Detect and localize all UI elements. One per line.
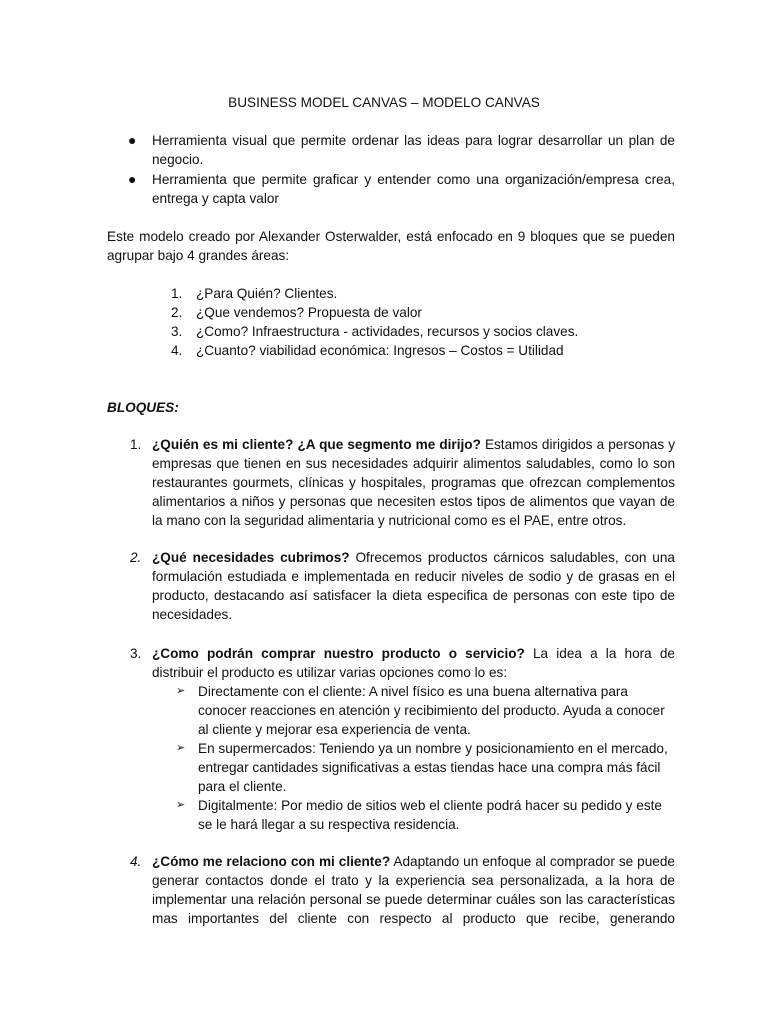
sub-item: Digitalmente: Por medio de sitios web el cliente podrá hacer su pedido y este se le hará llegar a su respectiva residencia.: [198, 798, 662, 832]
block-question: ¿Como podrán comprar nuestro producto o servicio?: [152, 646, 525, 661]
intro-bullet-marker: ●: [128, 132, 137, 148]
area-number: 4.: [171, 343, 183, 358]
block-text: [152, 548, 675, 624]
area-item: ¿Para Quién? Clientes.: [196, 286, 338, 301]
block-body: Estamos dirigidos a personas y empresas que tienen en sus necesidades adquirir alimentos saludables, como lo son restaurantes gourmets, clínicas y hospitales, programas que ofrezcan complementos alimentarios a niños y personas que necesiten estos tipos de alimentos que vayan de la mano con la seguridad alimentaria y nutricional como es el PAE, entre otros.: [152, 437, 675, 528]
block-number: 1.: [130, 437, 142, 452]
area-item: ¿Cuanto? viabilidad económica: Ingresos – Costos = Utilidad: [196, 343, 564, 358]
document-title: [0, 93, 768, 112]
intro-bullet-item: Herramienta visual que permite ordenar las ideas para lograr desarrollar un plan de negocio.: [152, 133, 675, 167]
area-number: 3.: [171, 324, 183, 339]
sub-item: En supermercados: Teniendo ya un nombre y posicionamiento en el mercado, entregar cantidades significativas a estas tiendas hace una compra más fácil para el cliente.: [198, 741, 668, 794]
block-number: 2.: [130, 550, 142, 565]
sub-item: Directamente con el cliente: A nivel físico es una buena alternativa para conocer reacciones en atención y recibimiento del producto. Ayuda a conocer al cliente y mejorar esa experiencia de venta.: [198, 684, 665, 737]
intro-paragraph: Este modelo creado por Alexander Osterwalder, está enfocado en 9 bloques que se pueden agrupar bajo 4 grandes áreas:: [107, 229, 675, 263]
block-number: 3.: [130, 646, 142, 661]
block-question: ¿Cómo me relaciono con mi cliente?: [152, 854, 391, 869]
block-body: La idea a la hora de distribuir el producto es utilizar varias opciones como lo es:: [152, 646, 675, 680]
block-body: Ofrecemos productos cárnicos saludables, con una formulación estudiada e implementada en reducir niveles de sodio y de grasas en el producto, destacando así satisfacer la dieta especifica de personas con este tipo de necesidades.: [152, 550, 675, 622]
arrow-bullet-icon: ➢: [176, 685, 186, 697]
block-text: [152, 435, 675, 530]
area-item: ¿Como? Infraestructura - actividades, recursos y socios claves.: [196, 324, 579, 339]
block-question: ¿Quién es mi cliente? ¿A que segmento me dirijo?: [152, 437, 481, 452]
arrow-bullet-icon: ➢: [176, 799, 186, 811]
blocks-heading: BLOQUES:: [107, 400, 179, 415]
area-item: ¿Que vendemos? Propuesta de valor: [196, 305, 422, 320]
intro-bullet-item: Herramienta que permite graficar y entender como una organización/empresa crea, entrega y capta valor: [152, 172, 675, 206]
area-number: 1.: [171, 286, 183, 301]
intro-bullet-marker: ●: [128, 171, 137, 187]
block-number: 4.: [130, 854, 142, 869]
arrow-bullet-icon: ➢: [176, 742, 186, 754]
block-text: [152, 644, 675, 682]
block-question: ¿Qué necesidades cubrimos?: [152, 550, 350, 565]
title-text: BUSINESS MODEL CANVAS – MODELO CANVAS: [228, 95, 540, 110]
area-number: 2.: [171, 305, 183, 320]
block-text: [152, 852, 675, 928]
block-body: Adaptando un enfoque al comprador se puede generar contactos donde el trato y la experiencia sea personalizada, a la hora de implementar una relación personal se puede determinar cuáles son las características mas importantes del cliente con respecto al producto que recibe, generando: [152, 854, 675, 926]
